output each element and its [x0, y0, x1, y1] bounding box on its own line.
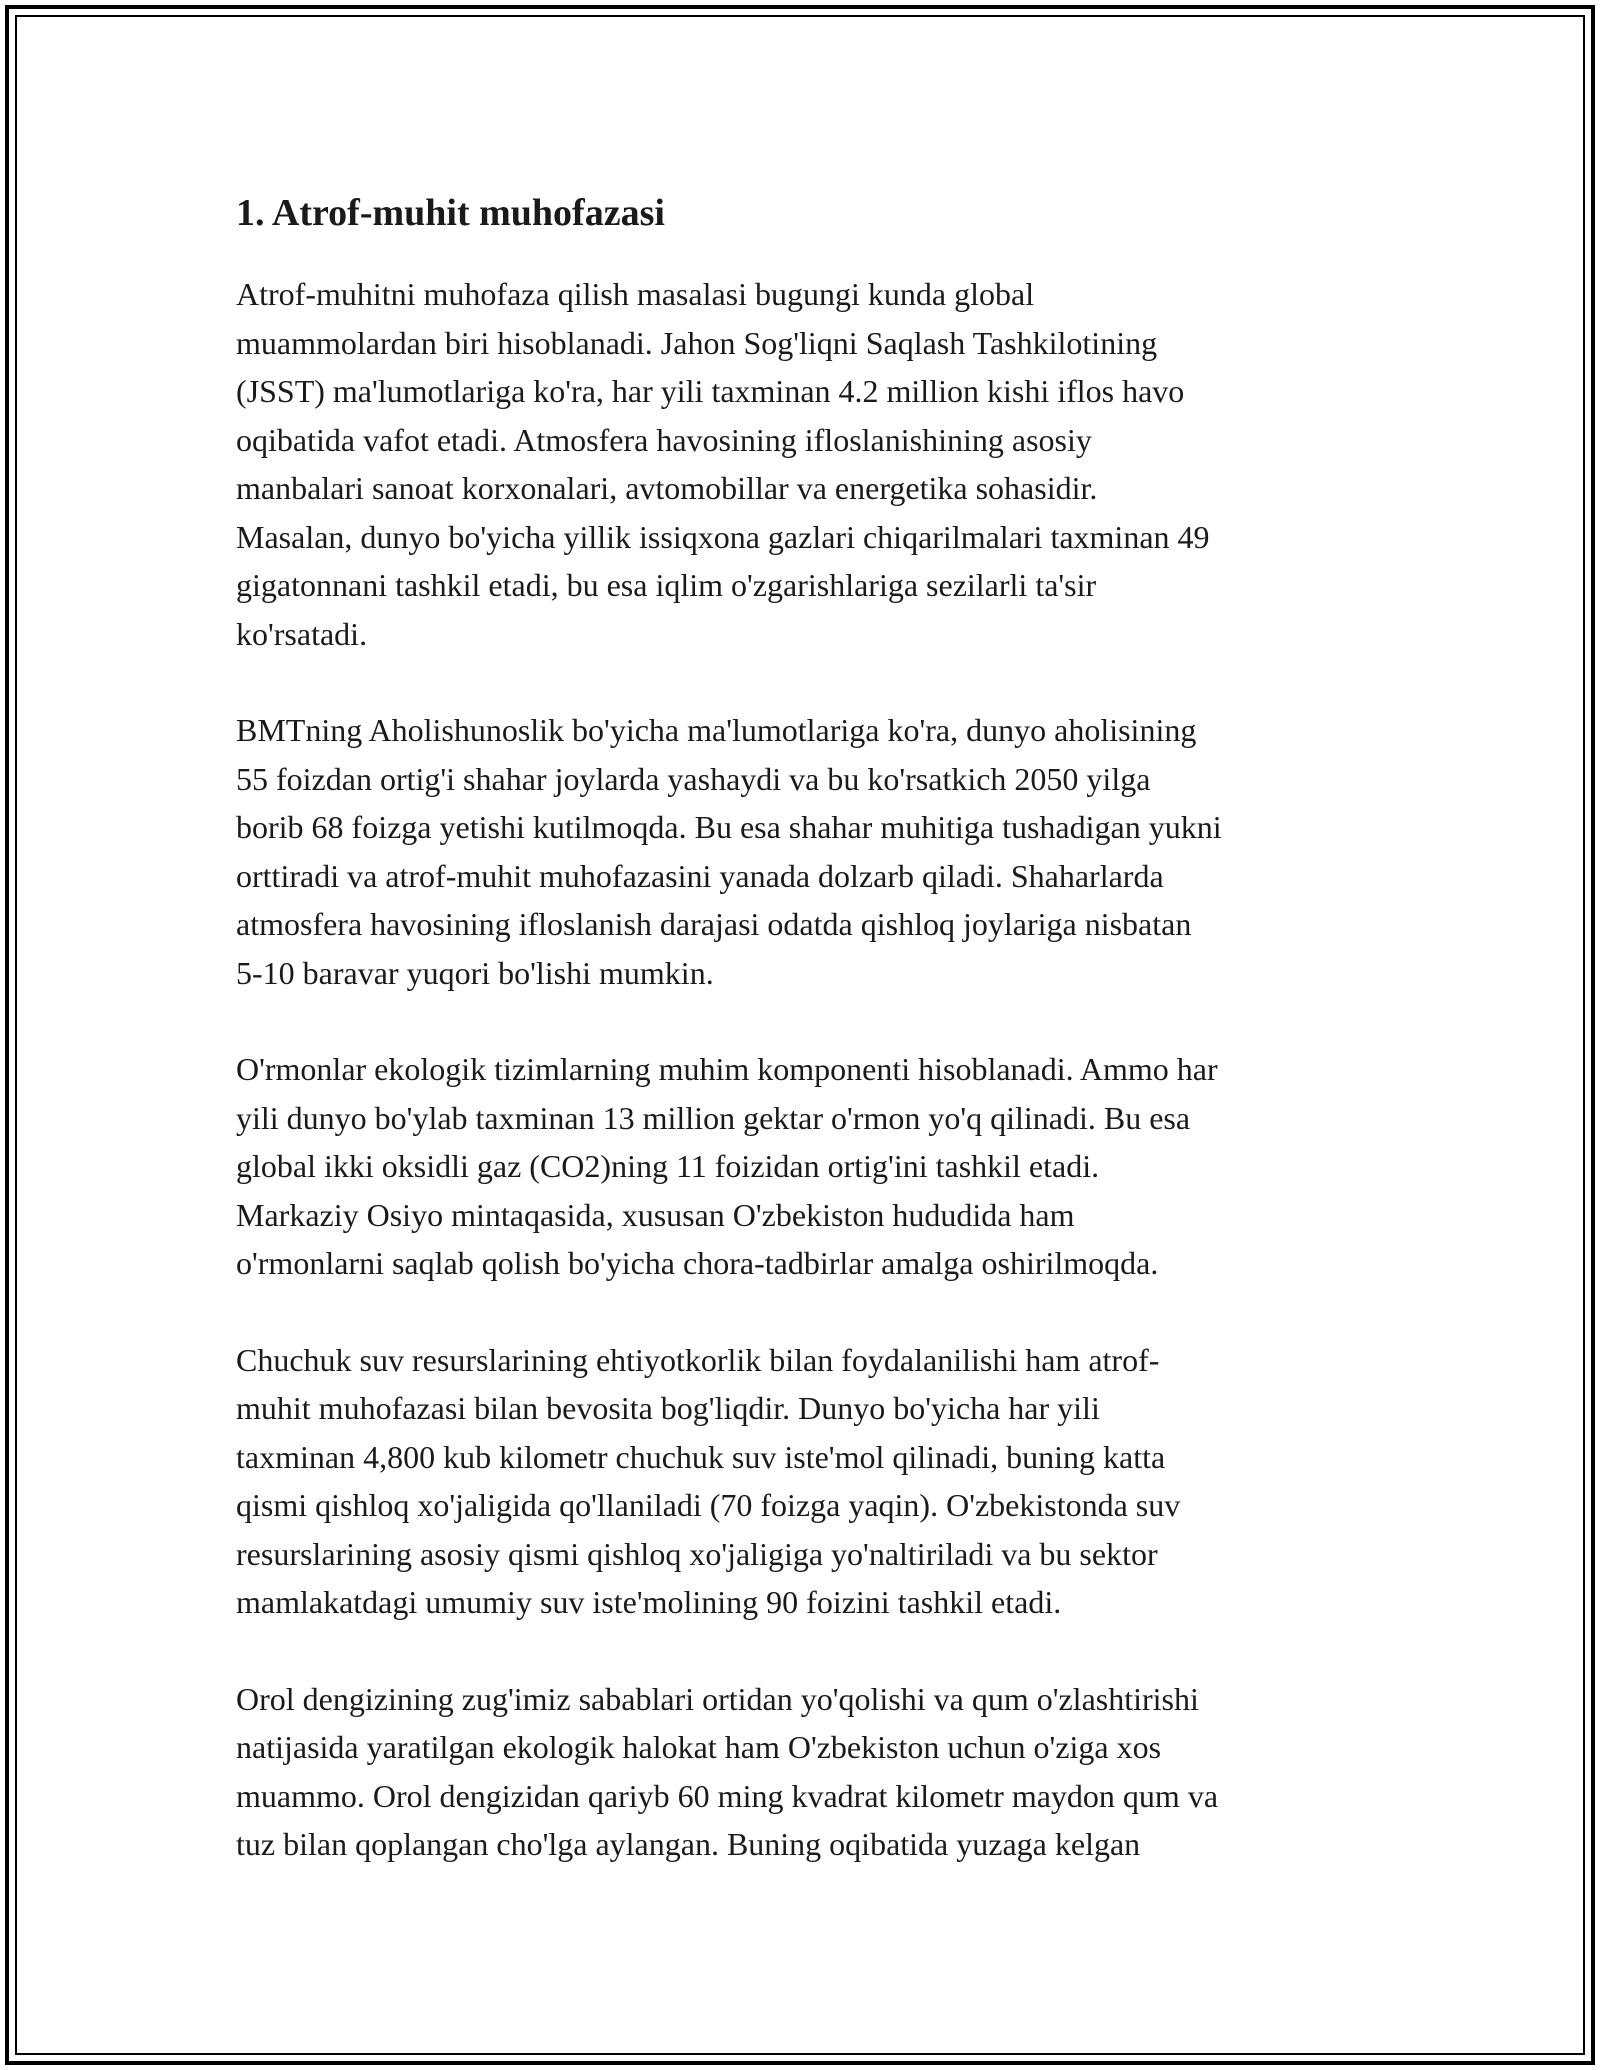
document-body — [236, 186, 1376, 1917]
text-line: tuz bilan qoplangan cho'lga aylangan. Buning oqibatida yuzaga kelgan — [236, 1826, 1141, 1862]
text-line: taxminan 4,800 kub kilometr chuchuk suv iste'mol qilinadi, buning katta — [236, 1438, 1166, 1475]
text-line: Chuchuk suv resurslarining ehtiyotkorlik bilan foydalanilishi ham atrof- — [236, 1341, 1160, 1378]
paragraph-4 — [236, 1336, 1376, 1627]
text-line: natijasida yaratilgan ekologik halokat ham O'zbekiston uchun o'ziga xos — [236, 1729, 1162, 1765]
text-line: muammo. Orol dengizidan qariyb 60 ming kvadrat kilometr maydon qum va — [236, 1777, 1219, 1814]
text-line: muhit muhofazasi bilan bevosita bog'liqdir. Dunyo bo'yicha har yili — [236, 1390, 1100, 1426]
text-line: muammolardan biri hisoblanadi. Jahon Sog'liqni Saqlash Tashkilotining — [236, 324, 1158, 361]
text-line: 55 foizdan ortig'i shahar joylarda yashaydi va bu ko'rsatkich 2050 yilga — [236, 760, 1151, 797]
text-line: o'rmonlarni saqlab qolish bo'yicha chora-tadbirlar amalga oshirilmoqda. — [236, 1245, 1159, 1281]
paragraph-3 — [236, 1045, 1376, 1288]
text-line: Masalan, dunyo bo'yicha yillik issiqxona gazlari chiqarilmalari taxminan 49 — [236, 518, 1210, 555]
text-line: manbalari sanoat korxonalari, avtomobillar va energetika sohasidir. — [236, 470, 1098, 506]
text-line: Atrof-muhitni muhofaza qilish masalasi bugungi kunda global — [236, 276, 1035, 312]
text-line: Markaziy Osiyo mintaqasida, xususan O'zbekiston hududida ham — [236, 1196, 1075, 1233]
text-line: gigatonnani tashkil etadi, bu esa iqlim o'zgarishlariga sezilarli ta'sir — [236, 567, 1097, 603]
text-line: (JSST) ma'lumotlariga ko'ra, har yili taxminan 4.2 million kishi iflos havo — [236, 373, 1185, 409]
text-line: oqibatida vafot etadi. Atmosfera havosining ifloslanishining asosiy — [236, 421, 1092, 458]
text-line: orttiradi va atrof-muhit muhofazasini yanada dolzarb qiladi. Shaharlarda — [236, 857, 1164, 894]
paragraph-5 — [236, 1675, 1376, 1869]
text-line: BMTning Aholishunoslik bo'yicha ma'lumotlariga ko'ra, dunyo aholisining — [236, 712, 1197, 748]
text-line: Orol dengizining zug'imiz sabablari ortidan yo'qolishi va qum o'zlashtirishi — [236, 1680, 1199, 1717]
text-line: resurslarining asosiy qismi qishloq xo'jaligiga yo'naltiriladi va bu sektor — [236, 1535, 1158, 1572]
section-heading: 1. Atrof-muhit muhofazasi — [236, 192, 665, 234]
text-line: 5-10 baravar yuqori bo'lishi mumkin. — [236, 954, 714, 991]
paragraph-2 — [236, 706, 1376, 997]
text-line: qismi qishloq xo'jaligida qo'llaniladi (70 foizga yaqin). O'zbekistonda suv — [236, 1487, 1181, 1523]
text-line: mamlakatdagi umumiy suv iste'molining 90 foizini tashkil etadi. — [236, 1584, 1062, 1620]
text-line: ko'rsatadi. — [236, 615, 368, 652]
paragraph-1 — [236, 270, 1376, 658]
text-line: O'rmonlar ekologik tizimlarning muhim komponenti hisoblanadi. Ammo har — [236, 1051, 1218, 1087]
text-line: yili dunyo bo'ylab taxminan 13 million gektar o'rmon yo'q qilinadi. Bu esa — [236, 1099, 1191, 1136]
text-line: atmosfera havosining ifloslanish darajasi odatda qishloq joylariga nisbatan — [236, 906, 1192, 942]
text-line: global ikki oksidli gaz (CO2)ning 11 foizidan ortig'ini tashkil etadi. — [236, 1148, 1100, 1184]
text-line: borib 68 foizga yetishi kutilmoqda. Bu esa shahar muhitiga tushadigan yukni — [236, 809, 1222, 845]
